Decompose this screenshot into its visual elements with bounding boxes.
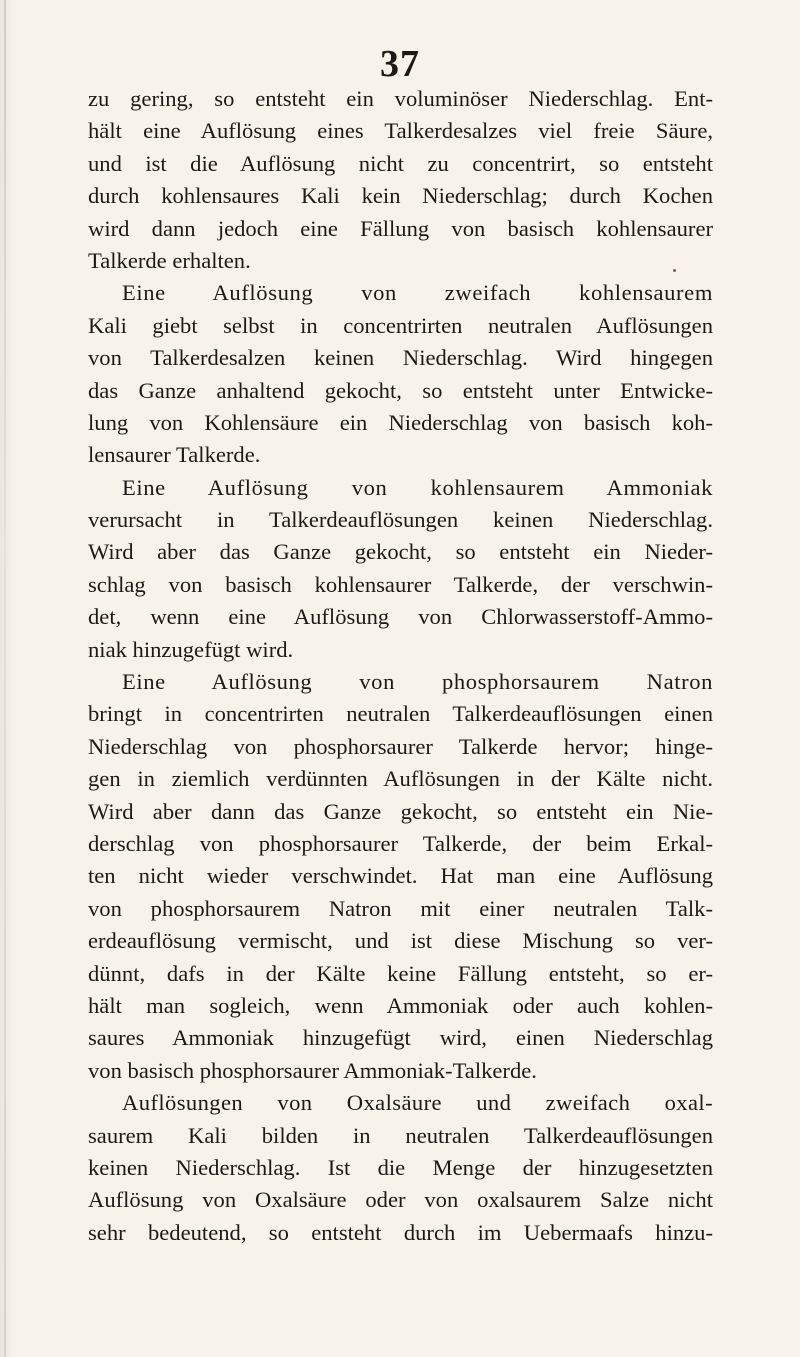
text-line: bringt in concentrirten neutralen Talkerdeauflösungen einen [88, 701, 713, 727]
text-line: Talkerde erhalten. [88, 247, 251, 273]
text-line: saures Ammoniak hinzugefügt wird, einen Niederschlag [88, 1025, 713, 1051]
body-text [88, 83, 713, 1249]
text-line: durch kohlensaures Kali kein Niederschlag; durch Kochen [88, 183, 713, 209]
page-number: 37 [380, 43, 420, 85]
ink-speck [673, 269, 676, 272]
text-line: Auflösungen von Oxalsäure und zweifach oxal- [122, 1090, 713, 1116]
text-line: wird dann jedoch eine Fällung von basisch kohlensaurer [88, 215, 713, 241]
text-line: Auflösung von Oxalsäure oder von oxalsaurem Salze nicht [88, 1187, 713, 1213]
text-line: verursacht in Talkerdeauflösungen keinen Niederschlag. [88, 507, 713, 533]
text-line: von basisch phosphorsaurer Ammoniak-Talkerde. [88, 1057, 537, 1083]
text-line: zu gering, so entsteht ein voluminöser Niederschlag. Ent- [88, 86, 713, 111]
text-line: Wird aber dann das Ganze gekocht, so entsteht ein Nie- [88, 798, 713, 824]
text-line: Wird aber das Ganze gekocht, so entsteht ein Nieder- [88, 539, 713, 565]
text-line: Eine Auflösung von zweifach kohlensaurem [122, 280, 713, 306]
text-line: schlag von basisch kohlensaurer Talkerde, der verschwin- [88, 571, 713, 597]
text-line: derschlag von phosphorsaurer Talkerde, der beim Erkal- [88, 830, 713, 856]
text-line: Niederschlag von phosphorsaurer Talkerde hervor; hinge- [88, 733, 713, 759]
page-gutter-shadow [4, 0, 6, 1357]
text-line: lung von Kohlensäure ein Niederschlag von basisch koh- [88, 409, 713, 435]
text-line: niak hinzugefügt wird. [88, 636, 294, 662]
text-line: und ist die Auflösung nicht zu concentrirt, so entsteht [88, 150, 713, 176]
text-line: Kali giebt selbst in concentrirten neutralen Auflösungen [88, 312, 713, 338]
text-line: von phosphorsaurem Natron mit einer neutralen Talk- [88, 895, 713, 921]
text-line: Eine Auflösung von phosphorsaurem Natron [122, 669, 713, 695]
text-line: keinen Niederschlag. Ist die Menge der hinzugesetzten [88, 1154, 713, 1180]
text-line: ten nicht wieder verschwindet. Hat man eine Auflösung [88, 863, 713, 889]
text-line: von Talkerdesalzen keinen Niederschlag. Wird hingegen [88, 345, 713, 371]
text-line: erdeauflösung vermischt, und ist diese Mischung so ver- [88, 928, 713, 954]
text-line: Eine Auflösung von kohlensaurem Ammoniak [122, 474, 713, 500]
text-line: sehr bedeutend, so entsteht durch im Uebermaafs hinzu- [88, 1219, 713, 1245]
text-line: hält eine Auflösung eines Talkerdesalzes viel freie Säure, [88, 118, 713, 144]
text-line: lensaurer Talkerde. [88, 442, 261, 468]
text-line: det, wenn eine Auflösung von Chlorwasserstoff-Ammo- [88, 604, 713, 630]
text-line: saurem Kali bilden in neutralen Talkerdeauflösungen [88, 1122, 713, 1148]
text-line: dünnt, dafs in der Kälte keine Fällung entsteht, so er- [88, 960, 713, 986]
text-line: gen in ziemlich verdünnten Auflösungen in der Kälte nicht. [88, 766, 713, 792]
text-line: das Ganze anhaltend gekocht, so entsteht unter Entwicke- [88, 377, 713, 403]
text-line: hält man sogleich, wenn Ammoniak oder auch kohlen- [88, 992, 713, 1018]
